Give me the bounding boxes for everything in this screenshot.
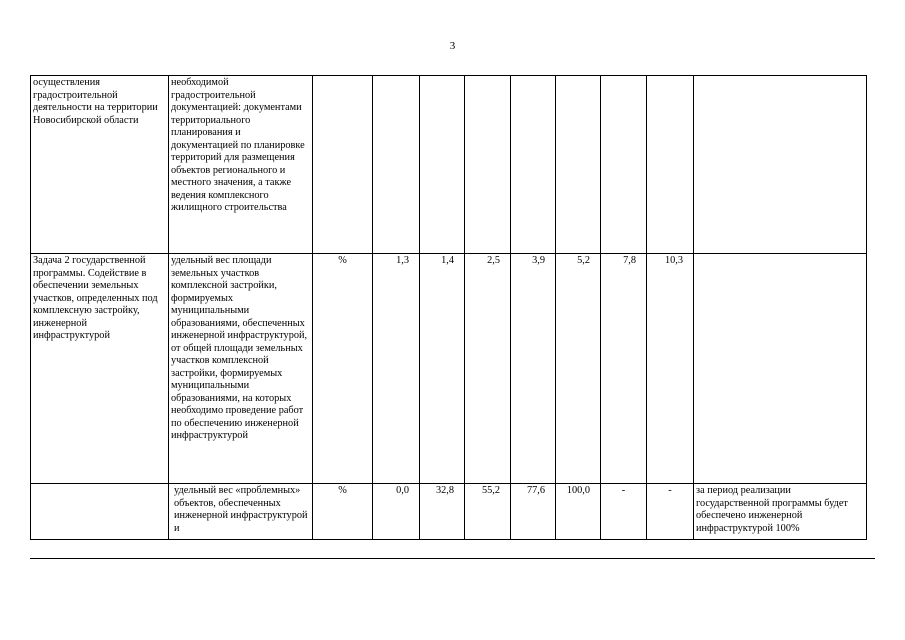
task-cell: осуществления градостроительной деятельности на территории Новосибирской области bbox=[31, 76, 169, 254]
task-cell bbox=[31, 484, 169, 540]
value-cell: 10,3 bbox=[647, 254, 694, 484]
value-cell bbox=[647, 76, 694, 254]
task-cell: Задача 2 государственной программы. Содействие в обеспечении земельных участков, определенных под комплексную застройку, инженерной инфраструктурой bbox=[31, 254, 169, 484]
note-cell: за период реализации государственной программы будет обеспечено инженерной инфраструктурой 100% bbox=[694, 484, 867, 540]
value-cell bbox=[556, 76, 601, 254]
indicators-table bbox=[30, 75, 867, 540]
value-cell: 100,0 bbox=[556, 484, 601, 540]
indicator-cell: удельный вес площади земельных участков комплексной застройки, формируемых муниципальными образованиями, обеспеченных инженерной инфраструктурой, от общей площади земельных участков комплексной застройки, формируемых муниципальными образованиями, на которых необходимо проведение работ по обеспечению инженерной инфраструктурой bbox=[169, 254, 313, 484]
value-cell: 7,8 bbox=[601, 254, 647, 484]
unit-cell bbox=[313, 76, 373, 254]
value-cell: 1,3 bbox=[373, 254, 420, 484]
unit-cell: % bbox=[313, 254, 373, 484]
indicator-cell: удельный вес «проблемных» объектов, обеспеченных инженерной инфраструктурой и bbox=[169, 484, 313, 540]
value-cell bbox=[601, 76, 647, 254]
value-cell: 3,9 bbox=[511, 254, 556, 484]
note-cell bbox=[694, 254, 867, 484]
value-cell: 32,8 bbox=[420, 484, 465, 540]
value-cell bbox=[420, 76, 465, 254]
page-number: 3 bbox=[449, 40, 456, 52]
bottom-divider bbox=[30, 558, 875, 559]
value-cell: 5,2 bbox=[556, 254, 601, 484]
table-row bbox=[31, 254, 867, 484]
indicator-cell: необходимой градостроительной документацией: документами территориального планирования и документацией по планировке территорий для размещения объектов регионального и местного значения, а также ведения комплексного жилищного строительства bbox=[169, 76, 313, 254]
value-cell: 0,0 bbox=[373, 484, 420, 540]
value-cell: 77,6 bbox=[511, 484, 556, 540]
value-cell: 2,5 bbox=[465, 254, 511, 484]
table-row bbox=[31, 76, 867, 254]
value-cell: 1,4 bbox=[420, 254, 465, 484]
value-cell: - bbox=[601, 484, 647, 540]
unit-cell: % bbox=[313, 484, 373, 540]
note-cell bbox=[694, 76, 867, 254]
value-cell: - bbox=[647, 484, 694, 540]
value-cell bbox=[373, 76, 420, 254]
value-cell: 55,2 bbox=[465, 484, 511, 540]
table-row bbox=[31, 484, 867, 540]
value-cell bbox=[511, 76, 556, 254]
value-cell bbox=[465, 76, 511, 254]
